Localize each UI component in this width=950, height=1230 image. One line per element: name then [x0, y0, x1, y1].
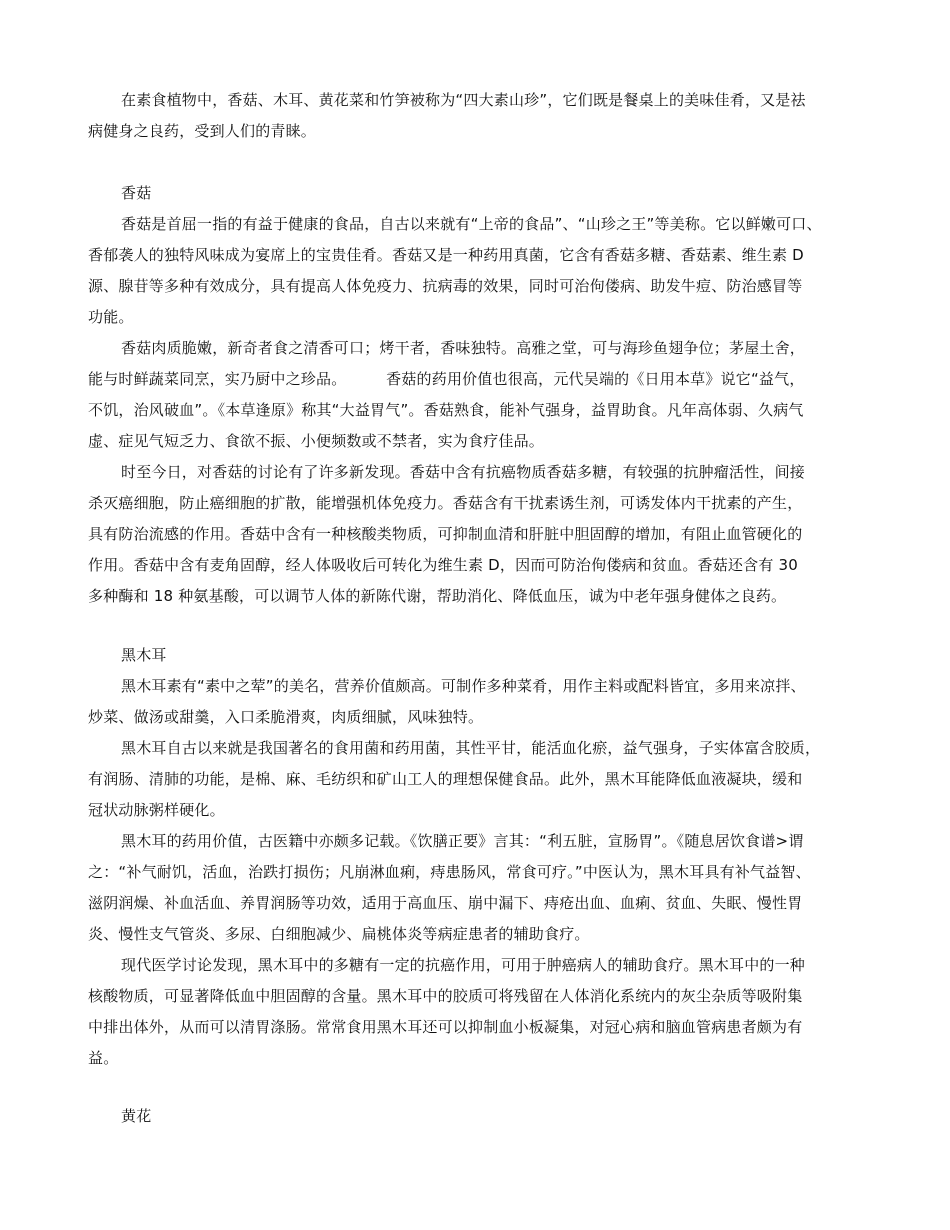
- paragraph-line: 滋阴润燥、补血活血、养胃润肠等功效，适用于高血压、崩中漏下、痔疮出血、血痢、贫血、失眠、慢性胃: [88, 894, 803, 912]
- paragraph-line: 中排出体外，从而可以清胃涤肠。常常食用黑木耳还可以抑制血小板凝集，对冠心病和脑血管病患者颇为有: [88, 1018, 803, 1036]
- section-heading-xianggu: 香菇: [121, 184, 152, 202]
- paragraph-line: 炒菜、做汤或甜羹，入口柔脆滑爽，肉质细腻，风味独特。: [88, 708, 484, 726]
- paragraph-line: 时至今日，对香菇的讨论有了许多新发现。香菇中含有抗癌物质香菇多糖，有较强的抗肿瘤活性，间接: [121, 463, 806, 481]
- paragraph-line: 香菇肉质脆嫩，新奇者食之清香可口；烤干者，香味独特。高雅之堂，可与海珍鱼翅争位；茅屋土舍，: [121, 339, 806, 357]
- section-heading-heimuer: 黑木耳: [121, 646, 167, 664]
- intro-line: 在素食植物中，香菇、木耳、黄花菜和竹笋被称为“四大素山珍”，它们既是餐桌上的美味佳肴，又是祛: [121, 91, 806, 109]
- paragraph-line: 现代医学讨论发现，黑木耳中的多糖有一定的抗癌作用，可用于肿癌病人的辅助食疗。黑木耳中的一种: [121, 956, 806, 974]
- paragraph-line: 炎、慢性支气管炎、多尿、白细胞减少、扁桃体炎等病症患者的辅助食疗。: [88, 925, 590, 943]
- paragraph-line: 冠状动脉粥样硬化。: [88, 801, 225, 819]
- paragraph-line: 杀灭癌细胞，防止癌细胞的扩散，能增强机体免疫力。香菇含有干扰素诱生剂，可诱发体内干扰素的产生，: [88, 494, 803, 512]
- paragraph-line: 功能。: [88, 308, 134, 326]
- paragraph-line: 之：“补气耐饥，活血，治跌打损伤；凡崩淋血痢，痔患肠风，常食可疗。”中医认为，黑木耳具有补气益智、: [88, 863, 811, 881]
- paragraph-line: 虚、症见气短乏力、食欲不振、小便频数或不禁者，实为食疗佳品。: [88, 432, 545, 450]
- paragraph-line: 能与时鲜蔬菜同烹，实乃厨中之珍品。 香菇的药用价值也很高，元代吴端的《日用本草》说它“益气，: [88, 370, 805, 388]
- paragraph-line: 益。: [88, 1049, 119, 1067]
- paragraph-line: 具有防治流感的作用。香菇中含有一种核酸类物质，可抑制血清和肝脏中胆固醇的增加，有阻止血管硬化的: [88, 525, 803, 543]
- paragraph-line: 香菇是首屈一指的有益于健康的食品，自古以来就有“上帝的食品”、“山珍之王”等美称。它以鲜嫩可口、: [121, 215, 822, 233]
- section-heading-huanghua: 黄花: [121, 1107, 152, 1125]
- paragraph-line: 香郁袭人的独特风味成为宴席上的宝贵佳肴。香菇又是一种药用真菌，它含有香菇多糖、香菇素、维生素 D: [88, 246, 804, 264]
- paragraph-line: 不饥，治风破血”。《本草逢原》称其“大益胃气”。香菇熟食，能补气强身，益胃助食。凡年高体弱、久病气: [88, 401, 804, 419]
- paragraph-line: 黑木耳的药用价值，古医籍中亦颇多记载。《饮膳正要》言其：“利五脏，宣肠胃”。《随息居饮食谱>谓: [121, 832, 804, 850]
- paragraph-line: 源、腺苷等多种有效成分，具有提高人体免疫力、抗病毒的效果，同时可治佝偻病、助发牛痘、防治感冒等: [88, 277, 803, 295]
- paragraph-line: 黑木耳素有“素中之荤”的美名，营养价值颇高。可制作多种菜肴，用作主料或配料皆宜，多用来凉拌、: [121, 677, 806, 695]
- intro-line: 病健身之良药，受到人们的青睐。: [88, 122, 317, 140]
- paragraph-line: 核酸物质，可显著降低血中胆固醇的含量。黑木耳中的胶质可将残留在人体消化系统内的灰尘杂质等吸附集: [88, 987, 803, 1005]
- paragraph-line: 有润肠、清肺的功能，是棉、麻、毛纺织和矿山工人的理想保健食品。此外，黑木耳能降低血液凝块，缓和: [88, 770, 803, 788]
- paragraph-line: 多种酶和 18 种氨基酸，可以调节人体的新陈代谢，帮助消化、降低血压，诚为中老年强身健体之良药。: [88, 587, 787, 605]
- paragraph-line: 黑木耳自古以来就是我国著名的食用菌和药用菌，其性平甘，能活血化瘀，益气强身，子实体富含胶质，: [121, 739, 821, 757]
- paragraph-line: 作用。香菇中含有麦角固醇，经人体吸收后可转化为维生素 D，因而可防治佝偻病和贫血。香菇还含有 30: [88, 556, 798, 574]
